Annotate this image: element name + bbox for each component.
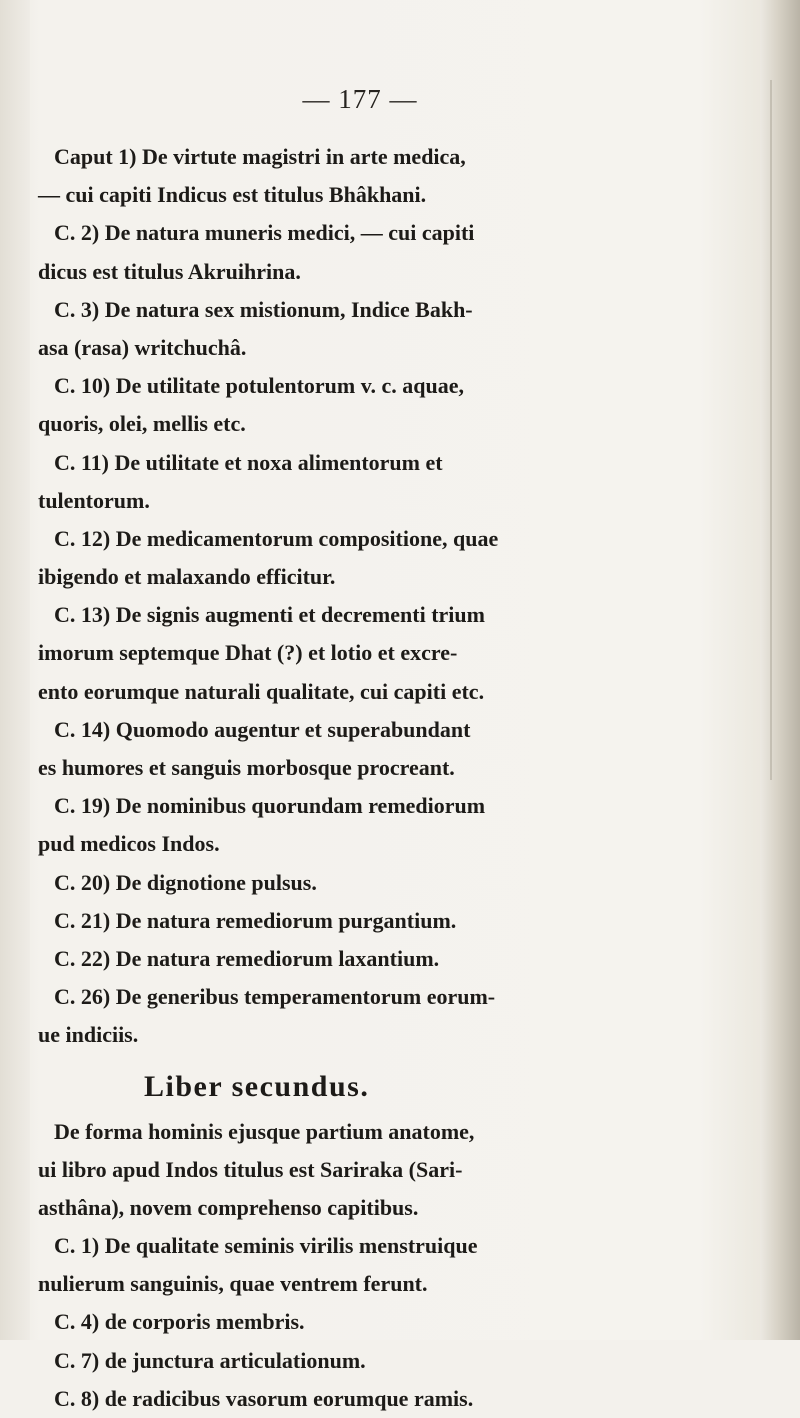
- text-line: C. 14) Quomodo augentur et superabundant: [38, 711, 678, 749]
- text-line: quoris, olei, mellis etc.: [38, 405, 678, 443]
- text-line: tulentorum.: [38, 482, 678, 520]
- text-line: C. 10) De utilitate potulentorum v. c. aquae,: [38, 367, 678, 405]
- page-number: — 177 —: [0, 84, 720, 115]
- text-line: ue indiciis.: [38, 1016, 678, 1054]
- text-line: C. 12) De medicamentorum compositione, quae: [38, 520, 678, 558]
- text-line: ui libro apud Indos titulus est Sariraka (Sari-: [38, 1151, 678, 1189]
- text-line: es humores et sanguis morbosque procreant.: [38, 749, 678, 787]
- chapter-list-book-one: [38, 138, 678, 1055]
- text-line: De forma hominis ejusque partium anatome,: [38, 1113, 678, 1151]
- text-line: C. 3) De natura sex mistionum, Indice Bakh-: [38, 291, 678, 329]
- text-line: C. 26) De generibus temperamentorum eorum-: [38, 978, 678, 1016]
- text-line: C. 7) de junctura articulationum.: [38, 1342, 678, 1380]
- text-line: C. 4) de corporis membris.: [38, 1303, 678, 1341]
- text-line: imorum septemque Dhat (?) et lotio et excre-: [38, 634, 678, 672]
- text-line: C. 20) De dignotione pulsus.: [38, 864, 678, 902]
- text-line: Caput 1) De virtute magistri in arte medica,: [38, 138, 678, 176]
- text-body: [38, 138, 678, 1418]
- text-line: nulierum sanguinis, quae ventrem ferunt.: [38, 1265, 678, 1303]
- text-line: asthâna), novem comprehenso capitibus.: [38, 1189, 678, 1227]
- section-heading: Liber secundus.: [38, 1055, 678, 1113]
- text-line: C. 21) De natura remediorum purgantium.: [38, 902, 678, 940]
- chapter-list-book-two: [38, 1113, 678, 1418]
- text-line: C. 11) De utilitate et noxa alimentorum et: [38, 444, 678, 482]
- text-line: pud medicos Indos.: [38, 825, 678, 863]
- text-line: C. 19) De nominibus quorundam remediorum: [38, 787, 678, 825]
- text-line: ibigendo et malaxando efficitur.: [38, 558, 678, 596]
- text-line: C. 13) De signis augmenti et decrementi trium: [38, 596, 678, 634]
- page-edge-shadow: [770, 80, 792, 780]
- text-line: C. 8) de radicibus vasorum eorumque ramis.: [38, 1380, 678, 1418]
- text-line: C. 22) De natura remediorum laxantium.: [38, 940, 678, 978]
- text-line: dicus est titulus Akruihrina.: [38, 253, 678, 291]
- text-line: asa (rasa) writchuchâ.: [38, 329, 678, 367]
- page-gutter-left: [0, 0, 30, 1340]
- text-line: — cui capiti Indicus est titulus Bhâkhani.: [38, 176, 678, 214]
- text-line: C. 2) De natura muneris medici, — cui capiti: [38, 214, 678, 252]
- text-line: ento eorumque naturali qualitate, cui capiti etc.: [38, 673, 678, 711]
- text-line: C. 1) De qualitate seminis virilis menstruique: [38, 1227, 678, 1265]
